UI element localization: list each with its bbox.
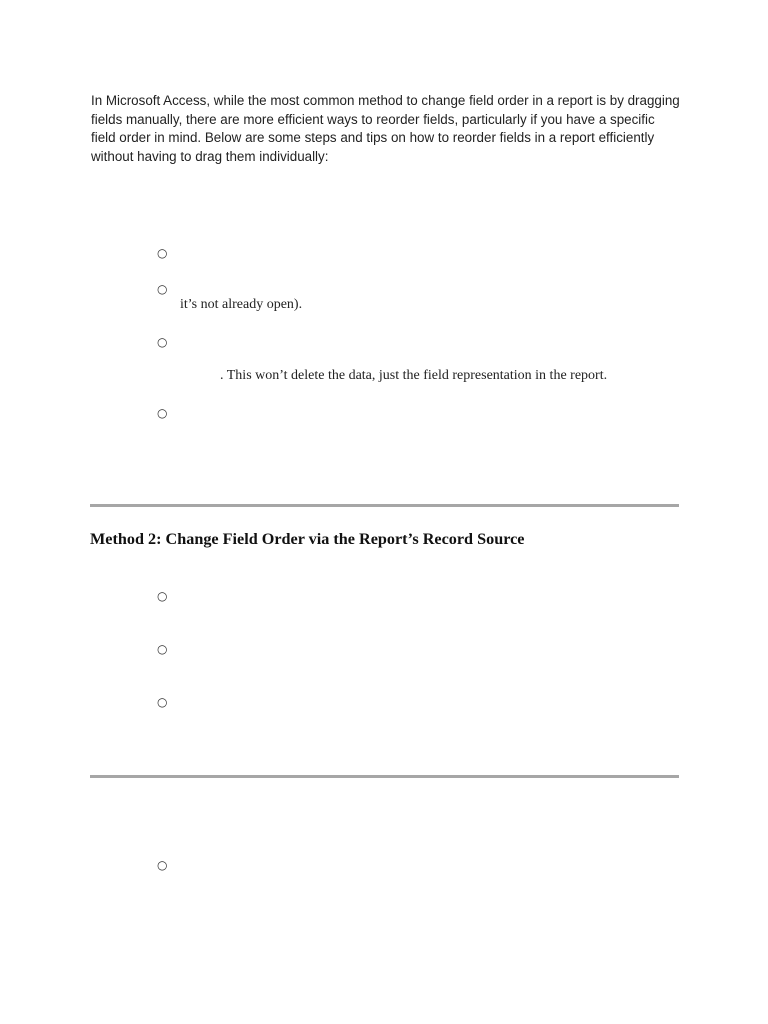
horizontal-divider	[90, 775, 679, 778]
horizontal-divider	[90, 504, 679, 507]
list-bullet-icon	[157, 406, 167, 420]
list-bullet-icon	[157, 589, 167, 603]
list-bullet-icon	[157, 695, 167, 709]
list-item-text: . This won’t delete the data, just the field representation in the report.	[220, 368, 608, 383]
list-bullet-icon	[157, 282, 167, 296]
list-bullet-icon	[157, 335, 167, 349]
method2-heading: Method 2: Change Field Order via the Report’s Record Source	[90, 530, 525, 548]
list-bullet-icon	[157, 642, 167, 656]
intro-paragraph: In Microsoft Access, while the most common method to change field order in a report is by dragging fields manually, there are more efficient ways to reorder fields, particularly if you have a specific field order in mind. Below are some steps and tips on how to reorder fields in a report efficiently without having to drag them individually:	[91, 93, 680, 164]
list-item-text: it’s not already open).	[180, 297, 303, 312]
list-bullet-icon	[157, 246, 167, 260]
list-bullet-icon	[157, 858, 167, 872]
